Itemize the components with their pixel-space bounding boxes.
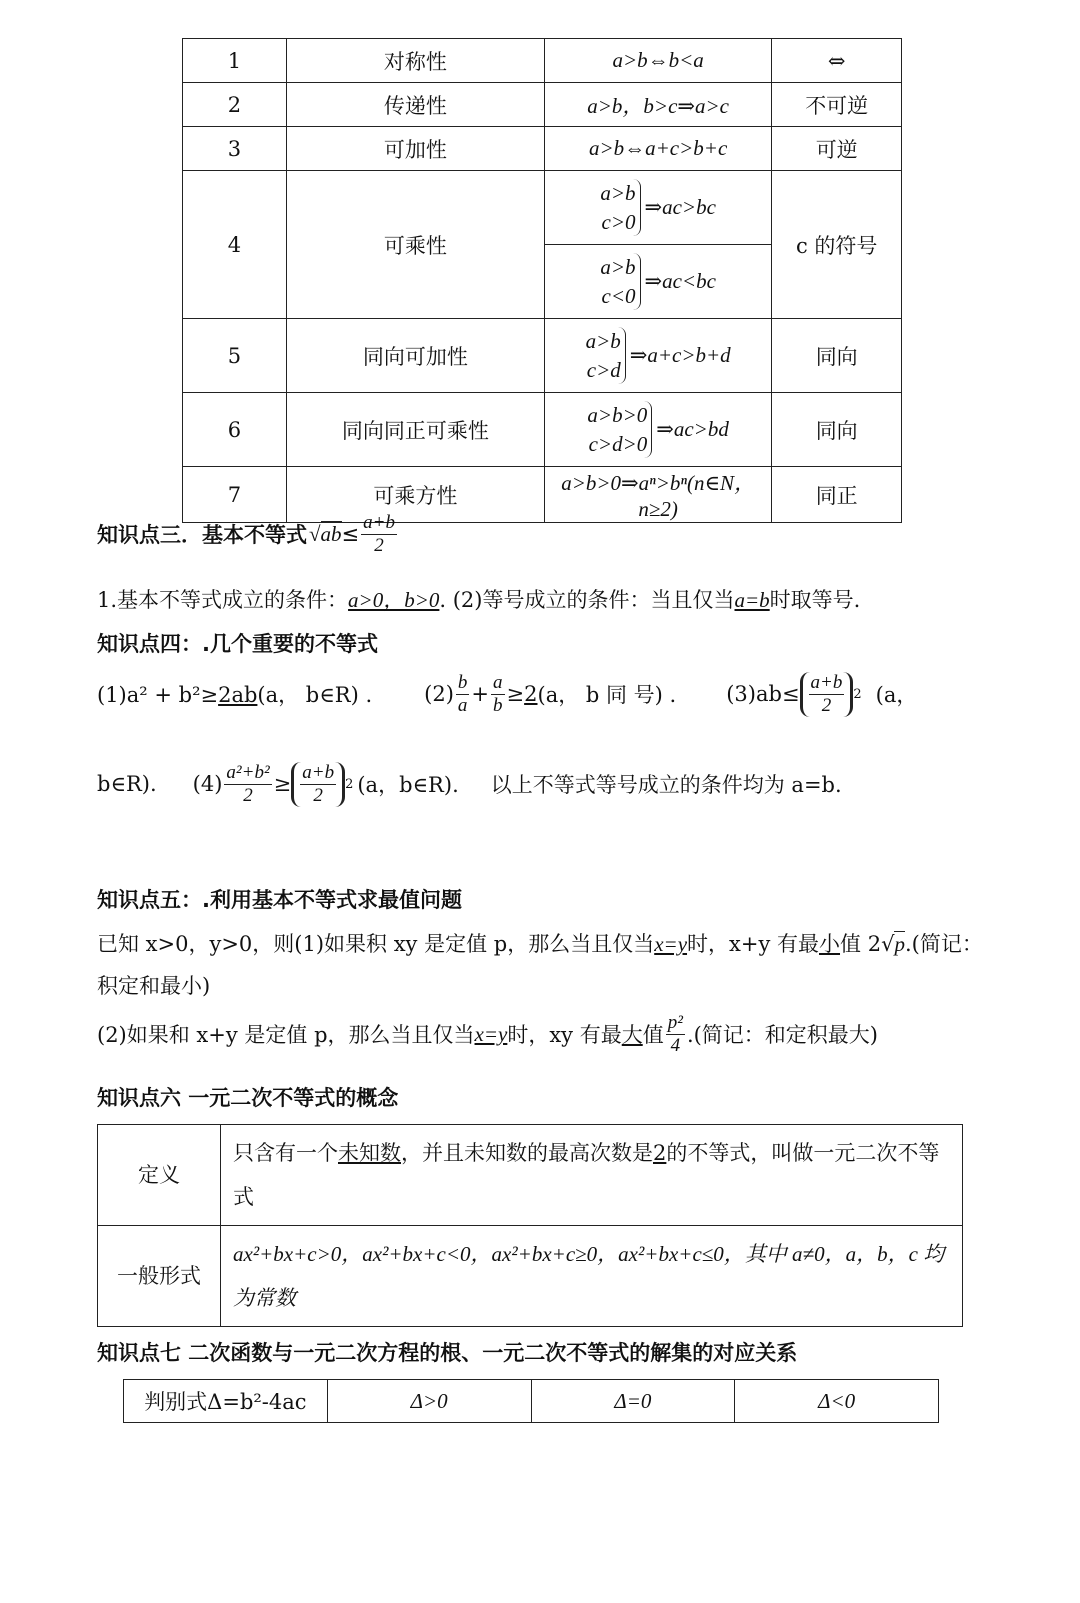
property-note: 不可逆 xyxy=(772,83,902,127)
row-number: 3 xyxy=(183,127,287,171)
property-name: 可乘性 xyxy=(286,171,544,319)
section-3-title: 知识点三．基本不等式 √ab ≤ $\frac{a+b}{2}$ xyxy=(97,512,395,556)
table-row xyxy=(183,319,902,393)
property-name: 同向同正可乘性 xyxy=(286,393,544,467)
row-number: 5 xyxy=(183,319,287,393)
section-6-title: 知识点六 一元二次不等式的概念 xyxy=(97,1086,399,1110)
table-row xyxy=(124,1380,939,1423)
table-row xyxy=(98,1125,963,1226)
property-name: 对称性 xyxy=(286,39,544,83)
table-row xyxy=(183,171,902,245)
section-5-line-2: 积定和最小) xyxy=(97,974,211,998)
property-formula: a>b，b>c⇒a>c xyxy=(544,83,772,127)
section-5-title: 知识点五：.利用基本不等式求最值问题 xyxy=(97,888,462,912)
table-row xyxy=(98,1226,963,1327)
section-4-title: 知识点四：.几个重要的不等式 xyxy=(97,632,378,656)
property-formula xyxy=(544,171,772,245)
table-row xyxy=(183,393,902,467)
general-form-label: 一般形式 xyxy=(98,1226,221,1327)
brace-formula: a>b>0 c>d>0 ⇒ac>bd xyxy=(587,401,728,458)
definition-text: 只含有一个未知数，并且未知数的最高次数是2的不等式，叫做一元二次不等式 xyxy=(221,1125,963,1226)
property-note: ⇔ xyxy=(772,39,902,83)
discriminant-table xyxy=(123,1379,939,1423)
inequality-properties-table xyxy=(182,38,902,523)
brace-formula: a>b c>0 ⇒ac>bc xyxy=(600,179,716,236)
discriminant-negative: Δ<0 xyxy=(735,1380,939,1423)
table-row xyxy=(183,39,902,83)
quadratic-inequality-definition-table xyxy=(97,1124,963,1327)
property-formula: a>b>0⇒aⁿ>bⁿ(n∈N，n≥2) xyxy=(544,467,772,523)
property-note: 同向 xyxy=(772,393,902,467)
row-number: 7 xyxy=(183,467,287,523)
property-note: c 的符号 xyxy=(772,171,902,319)
property-name: 可乘方性 xyxy=(286,467,544,523)
row-number: 1 xyxy=(183,39,287,83)
property-formula: a>b⇔a+c>b+c xyxy=(544,127,772,171)
property-name: 可加性 xyxy=(286,127,544,171)
property-formula: a>b⇔b<a xyxy=(544,39,772,83)
general-form-text: ax²+bx+c>0，ax²+bx+c<0，ax²+bx+c≥0，ax²+bx+c≤0，其中 a≠0，a，b，c 均为常数 xyxy=(221,1226,963,1327)
property-formula xyxy=(544,245,772,319)
section-3-conditions: 1.基本不等式成立的条件：a>0，b>0. (2)等号成立的条件：当且仅当a=b时取等号. xyxy=(97,588,861,612)
discriminant-zero: Δ=0 xyxy=(531,1380,735,1423)
section-4-line-2: b∈R). (4) $\frac{\text{a²+b²}}{2}$ ≥ $\frac{a+b}{2}$ 2 (a，b∈R). 以上不等式等号成立的条件均为 a=b. xyxy=(97,762,842,806)
property-note: 同向 xyxy=(772,319,902,393)
property-name: 同向可加性 xyxy=(286,319,544,393)
table-row xyxy=(183,127,902,171)
section-4-line-1: (1)a² + b²≥2ab(a， b∈R) . (2) $\frac{b}{a}$ + $\frac{a}{b}$ ≥ 2 (a， b 同 号) . (3)ab≤ $\frac{a+b}{2}$ 2 (a， xyxy=(97,672,918,716)
row-number: 6 xyxy=(183,393,287,467)
definition-label: 定义 xyxy=(98,1125,221,1226)
property-name: 传递性 xyxy=(286,83,544,127)
section-5-line-1: 已知 x>0，y>0，则(1)如果积 xy 是定值 p，那么当且仅当x=y时，x+y 有最小值 2√p.(简记： xyxy=(97,932,983,956)
discriminant-positive: Δ>0 xyxy=(327,1380,531,1423)
section-5-line-3: (2)如果和 x+y 是定值 p，那么当且仅当 x=y 时，xy 有最 大 值 $\frac{\text{p²}}{4}$ .(简记：和定积最大) xyxy=(97,1012,878,1056)
property-note: 同正 xyxy=(772,467,902,523)
row-number: 4 xyxy=(183,171,287,319)
section-7-title: 知识点七 二次函数与一元二次方程的根、一元二次不等式的解集的对应关系 xyxy=(97,1341,798,1365)
discriminant-header: 判别式Δ=b²-4ac xyxy=(124,1380,328,1423)
row-number: 2 xyxy=(183,83,287,127)
brace-formula: a>b c<0 ⇒ac<bc xyxy=(600,253,716,310)
property-note: 可逆 xyxy=(772,127,902,171)
property-formula xyxy=(544,393,772,467)
brace-formula: a>b c>d ⇒a+c>b+d xyxy=(586,327,731,384)
table-row xyxy=(183,83,902,127)
property-formula xyxy=(544,319,772,393)
